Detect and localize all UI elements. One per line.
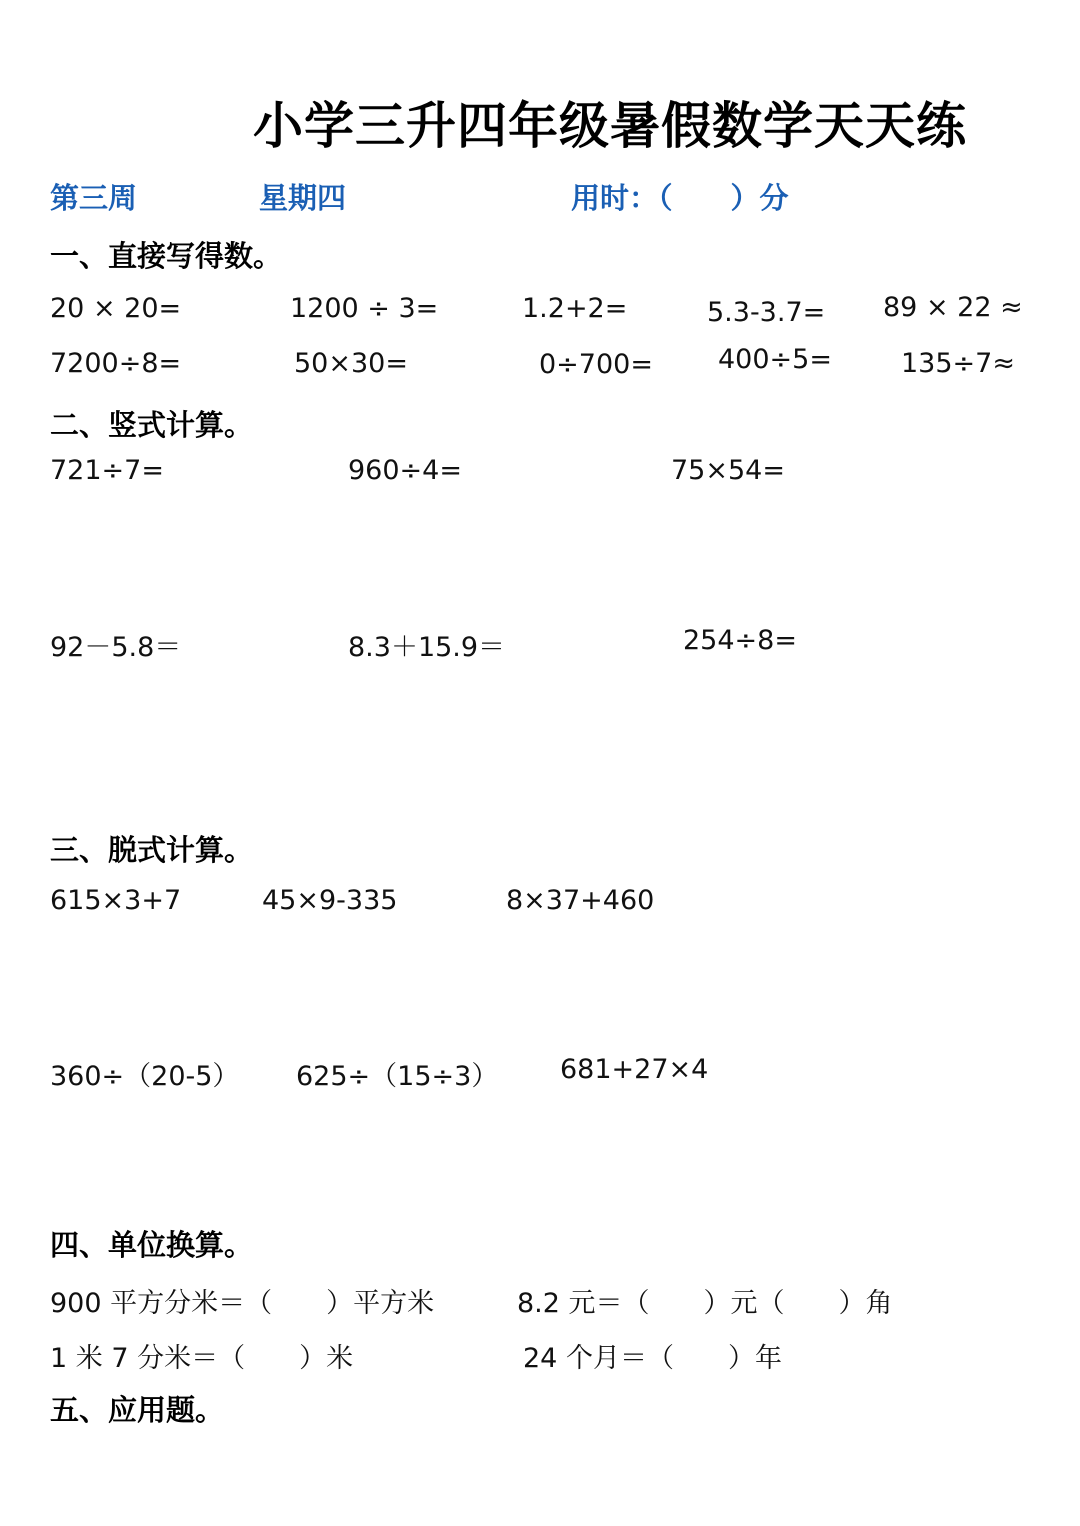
problem-2-3: 75×54= bbox=[671, 455, 785, 486]
problem-3-3: 8×37+460 bbox=[506, 885, 655, 916]
problem-3-4: 360÷（20-5） bbox=[50, 1061, 240, 1092]
problem-4-2: 8.2 元＝（ ）元（ ）角 bbox=[517, 1288, 893, 1319]
problem-1-5: 89 × 22 ≈ bbox=[883, 292, 1023, 323]
section-5-heading: 五、应用题。 bbox=[50, 1393, 225, 1427]
problem-1-9: 400÷5= bbox=[718, 344, 832, 375]
problem-1-1: 20 × 20= bbox=[50, 293, 182, 324]
problem-2-2: 960÷4= bbox=[348, 455, 462, 486]
problem-2-5: 8.3＋15.9＝ bbox=[348, 632, 506, 663]
weekday-label: 星期四 bbox=[259, 181, 347, 215]
problem-1-10: 135÷7≈ bbox=[901, 348, 1015, 379]
problem-3-6: 681+27×4 bbox=[560, 1054, 709, 1085]
section-1-heading: 一、直接写得数。 bbox=[50, 239, 283, 273]
problem-3-5: 625÷（15÷3） bbox=[296, 1061, 499, 1092]
problem-4-1: 900 平方分米＝（ ）平方米 bbox=[50, 1288, 435, 1319]
section-3-heading: 三、脱式计算。 bbox=[50, 833, 254, 867]
worksheet-title: 小学三升四年级暑假数学天天练 bbox=[253, 97, 967, 155]
problem-2-4: 92－5.8＝ bbox=[50, 632, 182, 663]
problem-4-3: 1 米 7 分米＝（ ）米 bbox=[50, 1343, 354, 1374]
problem-2-1: 721÷7= bbox=[50, 455, 164, 486]
problem-1-7: 50×30= bbox=[294, 348, 408, 379]
section-2-heading: 二、竖式计算。 bbox=[50, 408, 254, 442]
problem-1-2: 1200 ÷ 3= bbox=[290, 293, 439, 324]
problem-3-2: 45×9-335 bbox=[262, 885, 398, 916]
time-used-label: 用时：（ ）分 bbox=[571, 181, 789, 215]
problem-1-6: 7200÷8= bbox=[50, 348, 182, 379]
problem-1-3: 1.2+2= bbox=[522, 293, 628, 324]
problem-3-1: 615×3+7 bbox=[50, 885, 182, 916]
problem-1-4: 5.3-3.7= bbox=[707, 297, 826, 328]
week-label: 第三周 bbox=[50, 181, 138, 215]
problem-1-8: 0÷700= bbox=[539, 349, 653, 380]
problem-2-6: 254÷8= bbox=[683, 625, 797, 656]
section-4-heading: 四、单位换算。 bbox=[50, 1228, 254, 1262]
problem-4-4: 24 个月＝（ ）年 bbox=[523, 1343, 782, 1374]
